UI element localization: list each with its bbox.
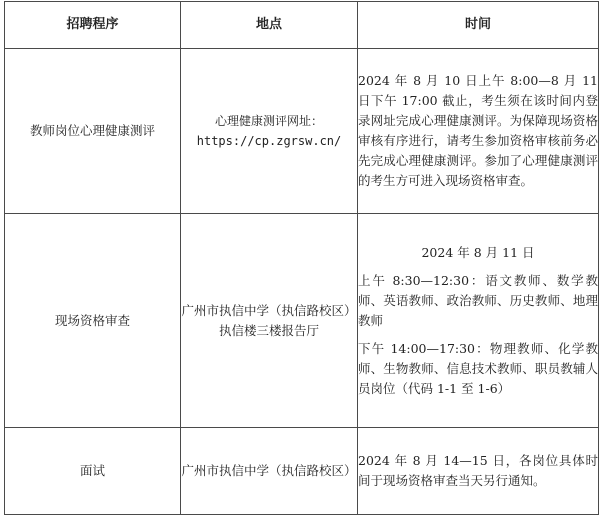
procedure-cell: 教师岗位心理健康测评: [5, 49, 181, 214]
assessment-url-text: 心理健康测评网址：https://cp.zgrsw.cn/: [196, 114, 342, 148]
table-row: [5, 214, 599, 428]
recruitment-schedule-table: [4, 1, 599, 515]
procedure-cell: 现场资格审查: [5, 214, 181, 428]
table-row: [5, 428, 599, 515]
time-cell: [358, 214, 599, 428]
time-cell: 2024 年 8 月 14—15 日，各岗位具体时间于现场资格审查当天另行通知。: [358, 428, 599, 515]
location-cell: 广州市执信中学（执信路校区）执信楼三楼报告厅: [181, 214, 358, 428]
header-time: 时间: [358, 2, 599, 49]
header-procedure: 招聘程序: [5, 2, 181, 49]
review-date: 2024 年 8 月 11 日: [421, 244, 535, 260]
table-row: [5, 49, 599, 214]
time-cell: 2024 年 8 月 10 日上午 8:00—8 月 11 日下午 17:00 截止，考生须在该时间内登录网址完成心理健康测评。为保障现场资格审核有序进行，请考生参加资格审核前务必先完成心理健康测评。参加了心理健康测评的考生方可进入现场资格审查。: [358, 49, 599, 214]
location-cell: 广州市执信中学（执信路校区）: [181, 428, 358, 515]
morning-session: 上午 8:30—12:30：语文教师、数学教师、英语教师、政治教师、历史教师、地理教师: [358, 272, 598, 328]
table-header-row: [5, 2, 599, 49]
header-location: 地点: [181, 2, 358, 49]
procedure-cell: 面试: [5, 428, 181, 515]
afternoon-session: 下午 14:00—17:30：物理教师、化学教师、生物教师、信息技术教师、职员教辅人员岗位（代码 1-1 至 1-6）: [358, 340, 598, 396]
location-cell: [181, 49, 358, 214]
